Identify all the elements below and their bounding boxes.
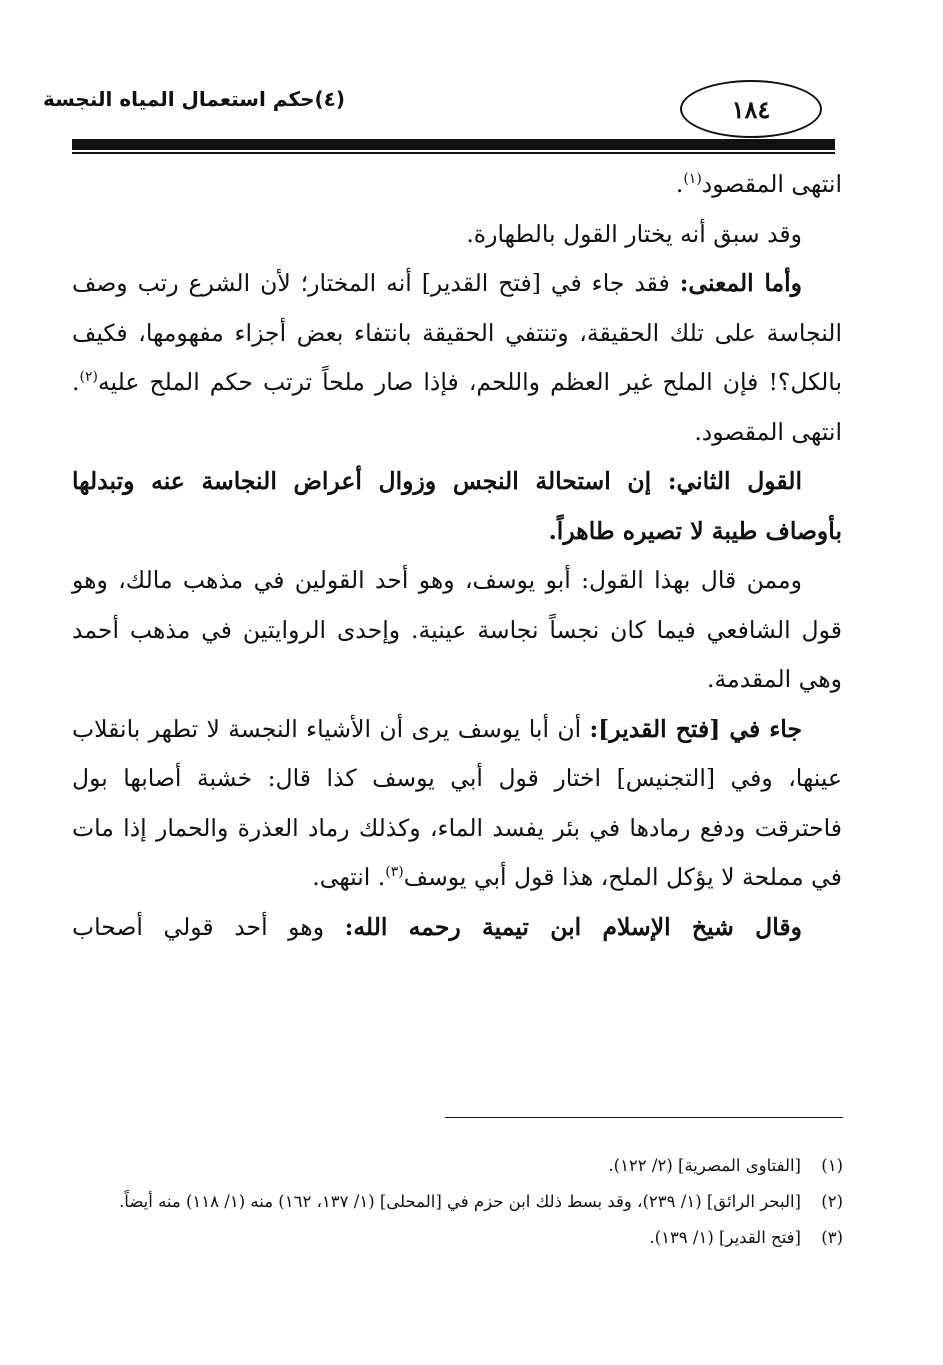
footnote-separator [445, 1117, 843, 1118]
footnote-number: (٣) [821, 1228, 843, 1247]
paragraph-lead: جاء في [فتح القدير]: [589, 714, 802, 743]
footnote-ref-3[interactable]: (٣) [385, 864, 404, 881]
footnote-text: [فتح القدير] (١/ ١٣٩). [649, 1228, 801, 1247]
paragraph-6: جاء في [فتح القدير]: أن أبا يوسف يرى أن الأشياء النجسة لا تطهر بانقلاب عينها، وفي [التجنيس] اختار قول أبي يوسف كذا قال: خشبة أصابها بول فاحترقت ودفع رمادها في بئر يفسد الماء، وكذلك رماد العذرة والحمار إذا مات في مملحة لا يؤكل الملح، هذا قول أبي يوسف$^{(٣)}$. انتهى. [72, 714, 842, 891]
header-rule [72, 139, 835, 150]
footnote-text: [البحر الرائق] (١/ ٢٣٩)، وقد بسط ذلك ابن حزم في [المحلى] (١/ ١٣٧، ١٦٢) منه (١/ ١١٨) منه أيضاً. [119, 1192, 801, 1211]
paragraph-5: وممن قال بهذا القول: أبو يوسف، وهو أحد القولين في مذهب مالك، وهو قول الشافعي فيما كان نجساً نجاسة عينية. وإحدى الروايتين في مذهب أحمد وهي المقدمة. [72, 566, 842, 693]
footnote-ref-1[interactable]: (١) [683, 171, 702, 188]
page-number: ١٨٤ [680, 80, 822, 138]
paragraph-lead: وأما المعنى: [679, 269, 802, 297]
paragraph-1: انتهى المقصود$^{(١)}$. [675, 170, 842, 198]
paragraph-lead: وقال شيخ الإسلام ابن تيمية رحمه الله: [344, 912, 802, 941]
footnote-1 [72, 1148, 843, 1184]
footnote-text: [الفتاوى المصرية] (٢/ ١٢٢). [608, 1156, 801, 1175]
paragraph-2: وقد سبق أنه يختار القول بالطهارة. [466, 219, 802, 248]
main-text [72, 160, 842, 952]
running-title: (٤)حكم استعمال المياه النجسة [42, 87, 345, 111]
footnote-3 [72, 1220, 843, 1256]
footnote-number: (١) [821, 1156, 843, 1175]
paragraph-4: القول الثاني: إن استحالة النجس وزوال أعراض النجاسة عنه وتبدلها بأوصاف طيبة لا تصيره طاهراً. [72, 467, 842, 545]
footnote-2 [72, 1184, 843, 1220]
paragraph-7: وقال شيخ الإسلام ابن تيمية رحمه الله: وهو أحد قولي أصحاب [72, 912, 802, 941]
header-rule-thin [72, 152, 835, 154]
footnote-number: (٢) [821, 1192, 843, 1211]
footnote-ref-2[interactable]: (٢) [79, 369, 98, 386]
paragraph-3: وأما المعنى: فقد جاء في [فتح القدير] أنه المختار؛ لأن الشرع رتب وصف النجاسة على تلك الحقيقة، وتنتفي الحقيقة بانتفاء بعض أجزاء مفهومها، فكيف بالكل؟! فإن الملح غير العظم واللحم، فإذا صار ملحاً ترتب حكم الملح عليه$^{(٢)}$. انتهى المقصود. [72, 269, 842, 446]
footnotes [72, 1148, 843, 1256]
